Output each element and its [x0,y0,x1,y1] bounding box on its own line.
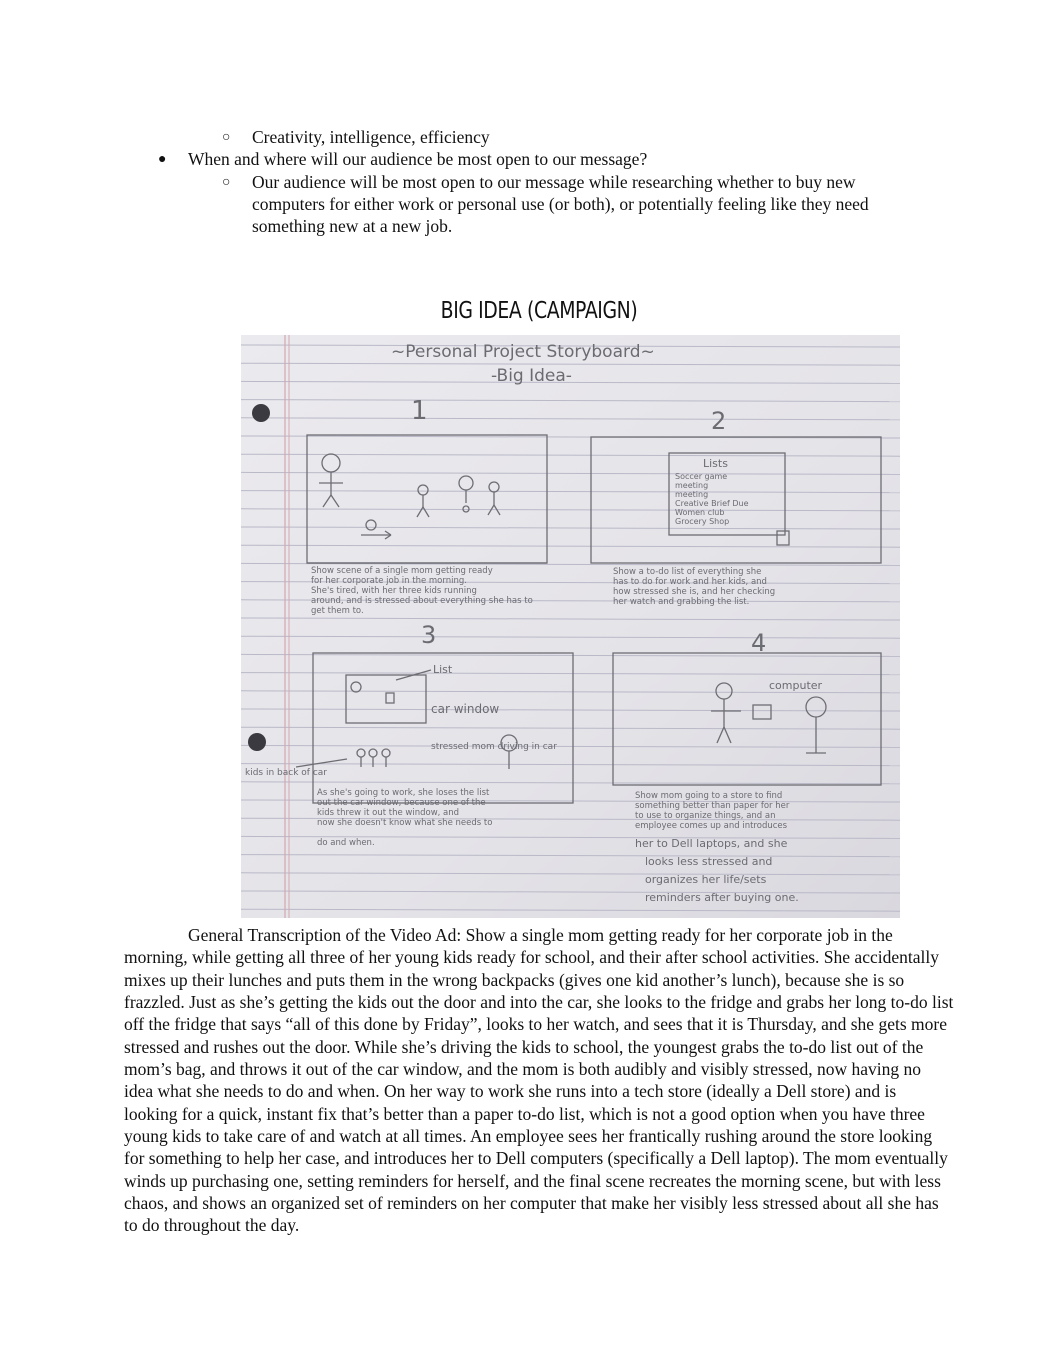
hollow-bullet-icon: ○ [222,175,231,190]
svg-text:to use to organize things, and: to use to organize things, and an [635,811,776,821]
svg-text:Creative Brief Due: Creative Brief Due [675,499,749,508]
svg-text:stressed mom driving in car: stressed mom driving in car [431,742,557,752]
svg-text:meeting: meeting [675,490,709,499]
storyboard-heading: ~Personal Project Storyboard~ [391,342,655,362]
svg-text:her watch and grabbing the lis: her watch and grabbing the list. [613,597,750,607]
svg-text:for her corporate job in the m: for her corporate job in the morning. [311,576,467,586]
svg-text:has to do for work and her kid: has to do for work and her kids, and [613,577,767,587]
transcription-paragraph: General Transcription of the Video Ad: Show a single mom getting ready for her corporate job in the morning, while getting all three of her young kids ready for school, and their after school activities. She accidentally mixes up their lunches and puts them in the wrong backpacks (gives one kid another’s lunch), because she is so frazzled. Just as she’s getting the kids out the door and into the car, she looks to the fridge and grabs her long to-do list off the fridge that says “all of this done by Friday”, looks to her watch, and sees that it is Thursday, and she gets more stressed and rushes out the door. While she’s driving the kids to school, the youngest grabs the to-do list out of the mom’s bag, and throws it out of the car window, and the mom is both audibly and visibly stressed, now having no idea what she needs to do and when. On her way to work she runs into a tech store (ideally a Dell store) and is looking for a quick, instant fix that’s better than a paper to-do list, which is not a good option when you have three young kids to take care of and watch at all times. An employee sees her frantically rushing around the store looking for something to help her case, and introduces her to Dell computers (specifically a Dell laptop). The mom eventually winds up purchasing one, setting reminders for herself, and the final scene recreates the morning scene, but with less chaos, and shows an organized set of reminders on her computer that make her visibly less stressed about all she has to do throughout the day. [124,925,954,1236]
svg-text:out the car window, because on: out the car window, because one of the [317,798,486,808]
binder-hole [252,404,270,422]
storyboard-subheading: -Big Idea- [491,366,572,386]
storyboard-drawing [241,335,900,918]
svg-text:Show a to-do list of everythin: Show a to-do list of everything she [613,567,762,577]
svg-text:Lists: Lists [703,457,728,470]
section-title: BIG IDEA (CAMPAIGN) [440,298,638,324]
svg-text:reminders after buying one.: reminders after buying one. [645,891,799,904]
svg-text:employee comes up and introduc: employee comes up and introduces [635,821,788,831]
svg-text:kids threw it out the window,: kids threw it out the window, and [317,808,460,818]
video-ad-transcription [124,924,954,1237]
bullet-item-answer-line-1: Our audience will be most open to our message while researching whether to buy new [252,172,856,192]
svg-text:something better than paper fo: something better than paper for her [635,801,790,811]
binder-hole [248,733,266,751]
svg-text:car window: car window [431,702,500,716]
storyboard-photo [241,335,900,918]
svg-text:Show scene of a single mom get: Show scene of a single mom getting ready [311,566,493,576]
hollow-bullet-icon: ○ [222,130,231,145]
svg-text:meeting: meeting [675,481,709,490]
svg-text:looks less stressed and: looks less stressed and [645,855,773,868]
svg-text:now she doesn't know what she: now she doesn't know what she needs to [317,818,493,828]
panel-number-3: 3 [421,621,437,649]
bullet-item-answer-line-2: computers for either work or personal use (or both), or potentially feeling like they need [252,194,869,214]
svg-text:her to Dell laptops, and she: her to Dell laptops, and she [635,837,788,850]
svg-text:kids in back of car: kids in back of car [245,768,327,778]
svg-text:Women club: Women club [675,508,725,517]
filled-bullet-icon: ● [158,152,167,167]
svg-text:Show mom going to a store to f: Show mom going to a store to find [635,791,783,801]
svg-text:organizes her life/sets: organizes her life/sets [645,873,767,886]
svg-text:do and when.: do and when. [317,838,375,848]
bullet-item-answer-line-3: something new at a new job. [252,216,453,236]
bullet-item-question: When and where will our audience be most open to our message? [188,149,648,169]
panel-4-labels [769,679,823,692]
svg-text:get them to.: get them to. [311,606,364,616]
svg-text:She's tired, with her three ki: She's tired, with her three kids running [311,586,477,596]
svg-text:As she's going to work, she lo: As she's going to work, she loses the list [317,788,490,798]
panel-number-4: 4 [751,629,767,657]
bullet-item-values: Creativity, intelligence, efficiency [252,127,490,147]
svg-text:Grocery Shop: Grocery Shop [675,517,730,526]
panel-number-1: 1 [411,396,428,426]
svg-text:Soccer game: Soccer game [675,472,728,481]
svg-text:List: List [433,663,453,676]
svg-text:computer: computer [769,679,823,692]
panel-number-2: 2 [711,407,727,435]
svg-text:around, and is stressed about: around, and is stressed about everything she has to [311,596,533,606]
svg-text:how stressed she is, and her c: how stressed she is, and her checking [613,587,776,597]
